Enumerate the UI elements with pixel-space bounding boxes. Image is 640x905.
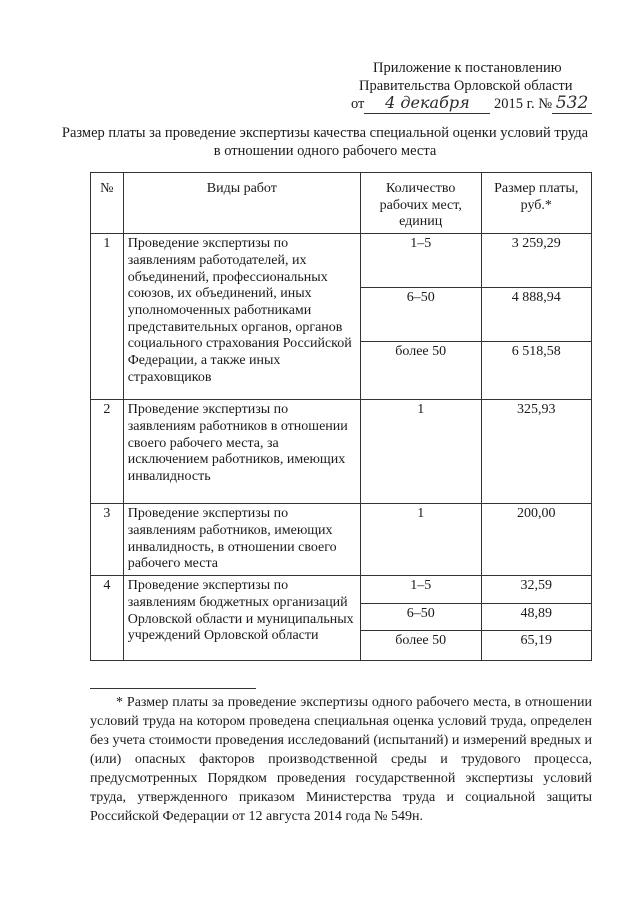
row-work-type: Проведение экспертизы по заявлениям бюджетных организаций Орловской области и муниципальных учреждений Орловской области (123, 576, 360, 661)
tier-fee: 48,89 (481, 604, 591, 631)
header-work-type: Виды работ (123, 173, 360, 234)
appendix-line-2: Правительства Орловской области (359, 78, 573, 94)
decree-date-line (351, 94, 592, 114)
tier-fee: 3 259,29 (481, 234, 591, 288)
header-fee: Размер платы, руб.* (481, 173, 591, 234)
tier-fee: 4 888,94 (481, 288, 591, 342)
row-num: 3 (91, 504, 124, 576)
footnote: * Размер платы за проведение экспертизы одного рабочего места, в отношении условий труда на котором проведена специальная оценка условий труда, определен без учета стоимости проведения исследований (испытаний) и измерений вредных и (или) опасных факторов производственной среды и трудового процесса, предусмотренных Порядком проведения государственной экспертизы условий труда, утвержденного приказом Министерства труда и социальной защиты Российской Федерации от 12 августа 2014 года № 549н. (90, 695, 592, 824)
row-work-type: Проведение экспертизы по заявлениям работодателей, их объединений, профессиональных союзов, их объединений, иных уполномоченных работниками представительных органов, органов социального страхования Российской Федерации, а также иных страховщиков (123, 234, 360, 400)
row-work-type: Проведение экспертизы по заявлениям работников в отношении своего рабочего места, за исключением работников, имеющих инвалидность (123, 400, 360, 504)
appendix-line-1: Приложение к постановлению (373, 60, 562, 76)
year-number-label: 2015 г. № (494, 96, 553, 112)
tier-qty: более 50 (360, 342, 481, 400)
footnote-divider (90, 688, 256, 689)
handwritten-date: 4 декабря (385, 93, 470, 112)
tier-fee: 65,19 (481, 631, 591, 661)
row-num: 1 (91, 234, 124, 400)
header-workplaces: Количество рабочих мест, единиц (360, 173, 481, 234)
table-row (91, 400, 592, 504)
row-work-type: Проведение экспертизы по заявлениям работников, имеющих инвалидность, в отношении своего рабочего места (123, 504, 360, 576)
tier-qty: 6–50 (360, 288, 481, 342)
tier-qty: 1 (360, 504, 481, 576)
document-title: Размер платы за проведение экспертизы качества специальной оценки условий труда в отношении одного рабочего места (61, 125, 589, 159)
header-num: № (91, 173, 124, 234)
table-row (91, 576, 592, 604)
tier-qty: 1–5 (360, 234, 481, 288)
row-num: 2 (91, 400, 124, 504)
date-prefix: от (351, 96, 365, 112)
table-row (91, 504, 592, 576)
table-row (91, 234, 592, 288)
tier-qty: 1 (360, 400, 481, 504)
tier-fee: 6 518,58 (481, 342, 591, 400)
tier-qty: более 50 (360, 631, 481, 661)
handwritten-number: 532 (555, 93, 589, 113)
tier-qty: 1–5 (360, 576, 481, 604)
tier-qty: 6–50 (360, 604, 481, 631)
tier-fee: 32,59 (481, 576, 591, 604)
tier-fee: 200,00 (481, 504, 591, 576)
table-header-row (91, 173, 592, 234)
row-num: 4 (91, 576, 124, 661)
fee-table (90, 172, 592, 661)
tier-fee: 325,93 (481, 400, 591, 504)
